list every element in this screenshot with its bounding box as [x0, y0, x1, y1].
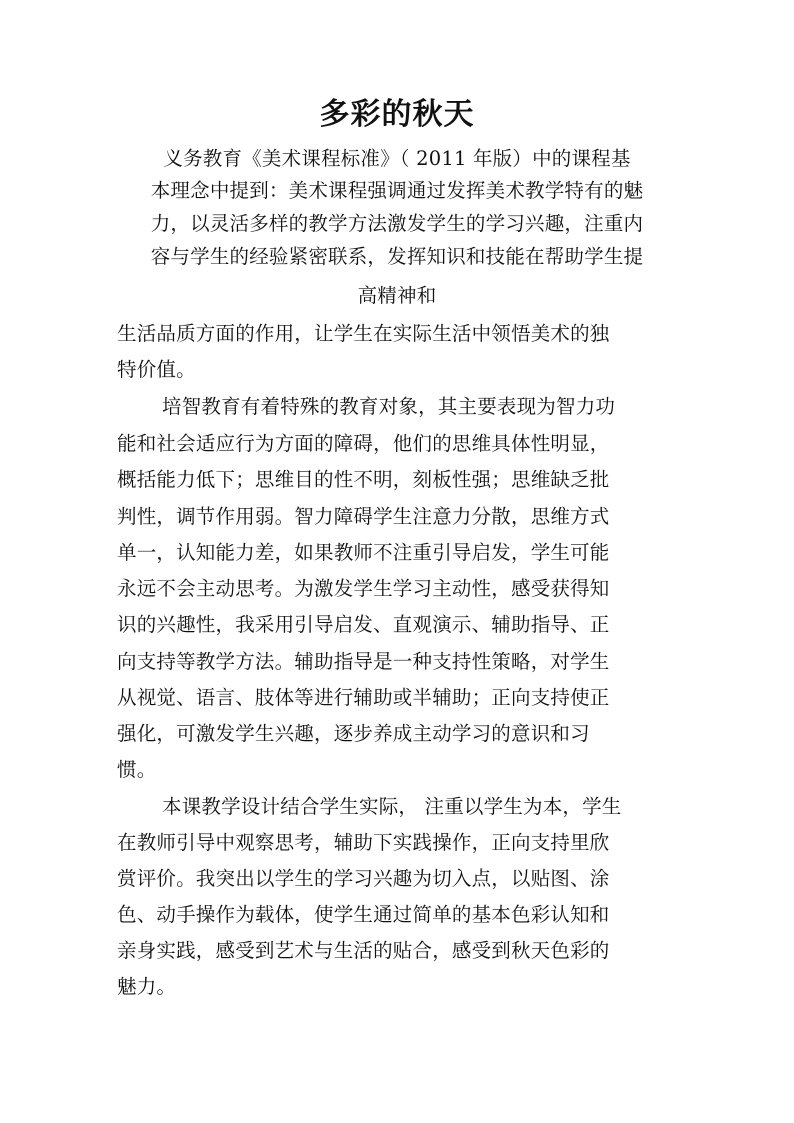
paragraph3-line-2: 在教师引导中观察思考，辅助下实践操作，正向支持里欣 [117, 831, 610, 854]
paragraph1-line-2: 特价值。 [117, 358, 196, 381]
paragraph3-line-5: 亲身实践，感受到艺术与生活的贴合，感受到秋天色彩的 [117, 939, 610, 962]
paragraph1-line-1: 生活品质方面的作用，让学生在实际生活中领悟美术的独 [117, 322, 610, 345]
paragraph2-line-7: 识的兴趣性，我采用引导启发、直观演示、辅助指导、正 [117, 613, 610, 636]
intro-line-1: 义务教育《美术课程标准》（ 2011 年版）中的课程基 [163, 147, 631, 170]
paragraph2-line-8: 向支持等教学方法。辅助指导是一种支持性策略，对学生 [117, 650, 610, 673]
intro-line-5: 高精神和 [357, 284, 437, 307]
paragraph3-line-4: 色、动手操作为载体，使学生通过简单的基本色彩认知和 [117, 903, 610, 926]
intro-line-2: 本理念中提到：美术课程强调通过发挥美术教学特有的魅 [150, 179, 644, 202]
paragraph3-line-1: 本课教学设计结合学生实际， 注重以学生为本，学生 [162, 795, 622, 818]
paragraph2-line-9: 从视觉、语言、肢体等进行辅助或半辅助；正向支持使正 [117, 686, 610, 709]
intro-line-3: 力，以灵活多样的教学方法激发学生的学习兴趣，注重内 [150, 212, 644, 235]
paragraph2-line-3: 概括能力低下；思维目的性不明，刻板性强；思维缺乏批 [117, 468, 610, 491]
intro-line-4: 容与学生的经验紧密联系，发挥知识和技能在帮助学生提 [150, 245, 644, 268]
paragraph2-line-5: 单一，认知能力差，如果教师不注重引导启发，学生可能 [117, 541, 610, 564]
paragraph2-line-4: 判性，调节作用弱。智力障碍学生注意力分散，思维方式 [117, 505, 610, 528]
paragraph2-line-11: 惯。 [117, 758, 157, 781]
paragraph2-line-6: 永远不会主动思考。为激发学生学习主动性，感受获得知 [117, 577, 610, 600]
paragraph2-line-1: 培智教育有着特殊的教育对象，其主要表现为智力功 [162, 395, 616, 418]
document-title: 多彩的秋天 [319, 97, 475, 132]
paragraph3-line-3: 赏评价。我突出以学生的学习兴趣为切入点，以贴图、涂 [117, 867, 610, 890]
paragraph3-line-6: 魅力。 [117, 975, 177, 998]
paragraph2-line-10: 强化，可激发学生兴趣，逐步养成主动学习的意识和习 [117, 722, 590, 745]
paragraph2-line-2: 能和社会适应行为方面的障碍，他们的思维具体性明显， [117, 432, 610, 455]
